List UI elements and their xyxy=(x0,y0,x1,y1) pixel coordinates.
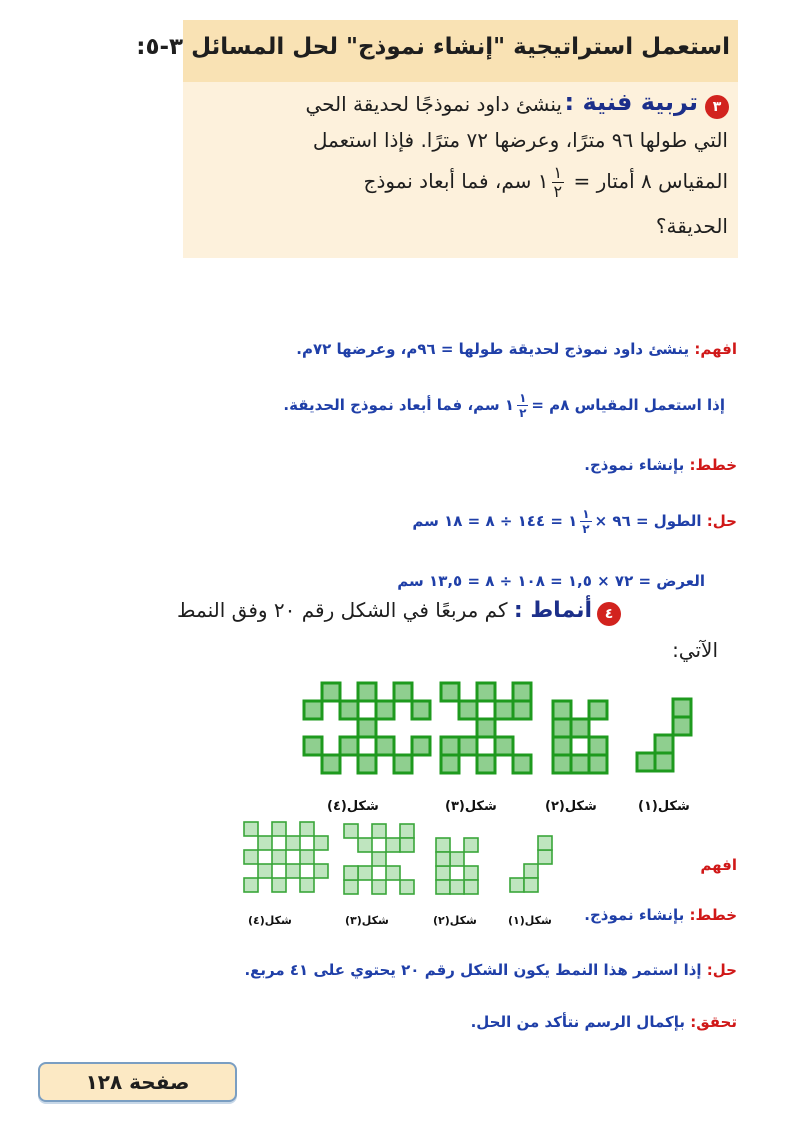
understand-line xyxy=(296,340,737,358)
figure-4-squares xyxy=(304,683,430,773)
solve-part-b: = ١٤٤ ÷ ٨ = ١٨ سم xyxy=(412,512,563,530)
line3-part-b: سم، فما أبعاد نموذج xyxy=(363,169,532,193)
fraction-numerator: ١ xyxy=(519,391,527,405)
scale-fraction xyxy=(517,392,528,419)
question-4-title: أنماط : xyxy=(513,598,592,623)
q4-plan-line xyxy=(584,906,737,924)
header-text: استعمل استراتيجية "إنشاء نموذج" لحل المسائل ٣-٥: xyxy=(136,34,730,60)
line3-part-a: المقياس ٨ أمتار = xyxy=(573,169,728,193)
fraction-whole: ١ xyxy=(537,169,549,193)
fraction-whole: ١ xyxy=(504,396,515,414)
question-4-line-1 xyxy=(177,598,592,623)
fraction-whole: ١ xyxy=(568,512,578,530)
small-figure-label-3: شكل(٣) xyxy=(345,914,389,927)
understand-label: افهم: xyxy=(694,340,737,358)
figure-label-1: شكل(١) xyxy=(638,799,690,814)
question-3-line-2: التي طولها ٩٦ مترًا، وعرضها ٧٢ مترًا. فإذا استعمل xyxy=(312,128,728,152)
solve-line xyxy=(412,508,737,535)
fraction-numerator: ١ xyxy=(553,163,563,182)
solve-part-a: الطول = ٩٦ × xyxy=(594,512,702,530)
question-3-line-1: ينشئ داود نموذجًا لحديقة الحي xyxy=(305,92,562,116)
scale-part-a: إذا استعمل المقياس ٨م = xyxy=(531,396,725,414)
q4-check-line xyxy=(471,1013,737,1031)
width-line: العرض = ٧٢ × ١,٥ = ١٠٨ ÷ ٨ = ١٣,٥ سم xyxy=(397,572,705,590)
q4-solve-label: حل: xyxy=(706,961,737,979)
small-figure-label-2: شكل(٢) xyxy=(433,914,477,927)
scale-part-b: سم، فما أبعاد نموذج الحديقة. xyxy=(283,396,500,414)
q4-check-label: تحقق: xyxy=(690,1013,737,1031)
fraction-denominator: ٢ xyxy=(519,406,527,420)
small-figure-3-squares xyxy=(344,824,414,894)
question-3-line-4: الحديقة؟ xyxy=(655,214,728,238)
small-figure-2-squares xyxy=(436,838,478,894)
question-3-badge: ٣ xyxy=(705,95,729,119)
figure-label-3: شكل(٣) xyxy=(445,799,497,814)
figure-2-squares xyxy=(553,701,607,773)
scale-line xyxy=(283,392,725,419)
question-3-line-3 xyxy=(364,165,728,200)
q4-check-text: بإكمال الرسم نتأكد من الحل. xyxy=(470,1013,685,1031)
problem-box xyxy=(136,20,738,258)
question-3-title: تربية فنية : xyxy=(564,88,698,116)
figure-3-squares xyxy=(441,683,531,773)
solve-label: حل: xyxy=(706,512,737,530)
small-figure-label-1: شكل(١) xyxy=(508,914,552,927)
q4-understand-label: افهم xyxy=(700,856,737,874)
page-number-tab xyxy=(38,1062,237,1102)
fraction-numerator: ١ xyxy=(582,507,590,521)
plan-label: خطط: xyxy=(689,456,737,474)
scale-fraction xyxy=(552,165,565,200)
question-4-text: كم مربعًا في الشكل رقم ٢٠ وفق النمط xyxy=(177,598,508,622)
plan-line xyxy=(584,456,737,474)
figure-label-2: شكل(٢) xyxy=(545,799,597,814)
plan-text: بإنشاء نموذج. xyxy=(584,456,685,474)
small-figure-4-squares xyxy=(244,822,328,892)
pattern-figures-large xyxy=(300,680,720,790)
page-number-label: صفحة ١٢٨ xyxy=(85,1070,190,1094)
q4-solve-line xyxy=(244,961,737,979)
fraction-denominator: ٢ xyxy=(553,182,563,201)
solve-fraction xyxy=(580,508,591,535)
q4-plan-label: خطط: xyxy=(689,906,737,924)
pattern-figures-small xyxy=(240,818,560,904)
understand-text: ينشئ داود نموذج لحديقة طولها = ٩٦م، وعرضها ٧٢م. xyxy=(296,340,690,358)
q4-plan-text: بإنشاء نموذج. xyxy=(584,906,685,924)
question-4-badge: ٤ xyxy=(597,602,621,626)
figure-label-4: شكل(٤) xyxy=(327,799,379,814)
small-figure-label-4: شكل(٤) xyxy=(248,914,292,927)
q4-solve-text: إذا استمر هذا النمط يكون الشكل رقم ٢٠ يحتوي على ٤١ مربع. xyxy=(244,961,702,979)
fraction-denominator: ٢ xyxy=(582,522,590,536)
question-4-line-2: الآتي: xyxy=(672,638,718,662)
small-figure-1-squares xyxy=(510,836,552,892)
problem-header xyxy=(136,20,738,82)
figure-1-squares xyxy=(637,699,691,771)
